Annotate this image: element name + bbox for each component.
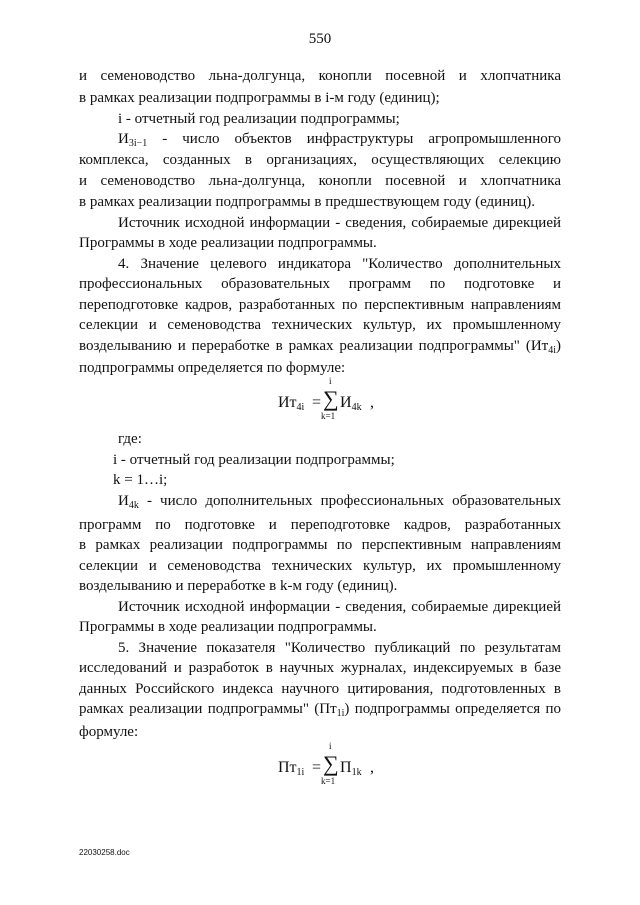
- variable-symbol: И: [118, 493, 129, 509]
- text-line: и семеноводство льна-долгунца, конопли посевной и хлопчатника: [79, 173, 561, 189]
- variable-subscript: 4i: [548, 345, 556, 356]
- text-line-with-symbol: [79, 336, 561, 356]
- text-line: селекции и семеноводства технических культур, их промышленному: [79, 558, 561, 574]
- sum-lower-limit: k=1: [321, 411, 336, 421]
- text-span: - число дополнительных профессиональных образовательных: [138, 493, 561, 509]
- text-span: - число объектов инфраструктуры агропромышленного: [147, 131, 561, 147]
- text-line: профессиональных образовательных программ по подготовке и: [79, 276, 561, 292]
- text-line: и семеноводство льна-долгунца, конопли посевной и хлопчатника: [79, 68, 561, 84]
- text-line: Программы в ходе реализации подпрограммы.: [79, 619, 377, 635]
- formula-term: $П_{1k}$: [340, 759, 362, 778]
- text-line: данных Российского индекса научного цитирования, подготовленных в: [79, 681, 561, 697]
- text-line: Программы в ходе реализации подпрограммы.: [79, 235, 377, 251]
- sum-sign: ∑: [323, 386, 339, 411]
- variable-subscript: 3i−1: [128, 138, 148, 149]
- text-line: переподготовке кадров, разработанных по перспективным направлениям: [79, 297, 561, 313]
- text-line: подпрограммы определяется по формуле:: [79, 360, 346, 376]
- variable-symbol: И: [118, 131, 129, 147]
- text-span: возделыванию и переработке в рамках реализации подпрограммы" (Ит: [79, 338, 549, 354]
- text-line: 4. Значение целевого индикатора "Количество дополнительных: [118, 256, 561, 272]
- formula-term: $И_{4k}$: [340, 394, 362, 413]
- sum-upper-limit: i: [329, 741, 332, 751]
- text-span: ): [556, 338, 561, 354]
- formula-tail: ,: [370, 394, 374, 411]
- text-line: k = 1…i;: [113, 472, 168, 488]
- footer-filename: 22030258.doc: [79, 848, 130, 857]
- text-line: в рамках реализации подпрограммы по перспективным направлениям: [79, 537, 561, 553]
- formula-lhs: $Пт_{1i}$: [278, 759, 305, 778]
- formula-lhs: $Ит_{4i}$: [278, 394, 305, 413]
- text-line: программ по подготовке и переподготовке кадров, разработанных: [79, 517, 561, 533]
- text-line: исследований и разработок в научных журналах, индексируемых в базе: [79, 660, 561, 676]
- text-line: селекции и семеноводства технических культур, их промышленному: [79, 317, 561, 333]
- text-span: рамках реализации подпрограммы" (Пт: [79, 701, 337, 717]
- text-line: комплекса, созданных в организациях, осуществляющих селекцию: [79, 152, 561, 168]
- text-line: возделыванию и переработке в k-м году (единиц).: [79, 578, 398, 594]
- text-line: Источник исходной информации - сведения, собираемые дирекцией: [118, 215, 561, 231]
- text-line: 5. Значение показателя "Количество публикаций по результатам: [118, 640, 561, 656]
- text-line-with-symbol: [79, 699, 561, 719]
- variable-subscript: 4k: [128, 500, 139, 511]
- formula-tail: ,: [370, 759, 374, 776]
- formula-equals: =: [312, 759, 322, 776]
- text-line: i - отчетный год реализации подпрограммы;: [118, 111, 400, 127]
- page-number: 550: [308, 31, 332, 47]
- text-line: где:: [118, 431, 142, 447]
- text-line: в рамках реализации подпрограммы в i-м году (единиц);: [79, 90, 440, 106]
- text-line: Источник исходной информации - сведения, собираемые дирекцией: [118, 599, 561, 615]
- text-span: ) подпрограммы определяется по: [344, 701, 562, 717]
- formula-equals: =: [312, 394, 322, 411]
- text-line: i - отчетный год реализации подпрограммы;: [113, 452, 395, 468]
- sum-lower-limit: k=1: [321, 776, 336, 786]
- text-line: в рамках реализации подпрограммы в предшествующем году (единиц).: [79, 194, 536, 210]
- sum-sign: ∑: [323, 751, 339, 776]
- text-line-with-symbol: [118, 129, 561, 149]
- text-line: формуле:: [79, 724, 139, 740]
- text-line-with-symbol: [118, 491, 561, 511]
- sum-upper-limit: i: [329, 376, 332, 386]
- variable-subscript: 1i: [336, 708, 345, 719]
